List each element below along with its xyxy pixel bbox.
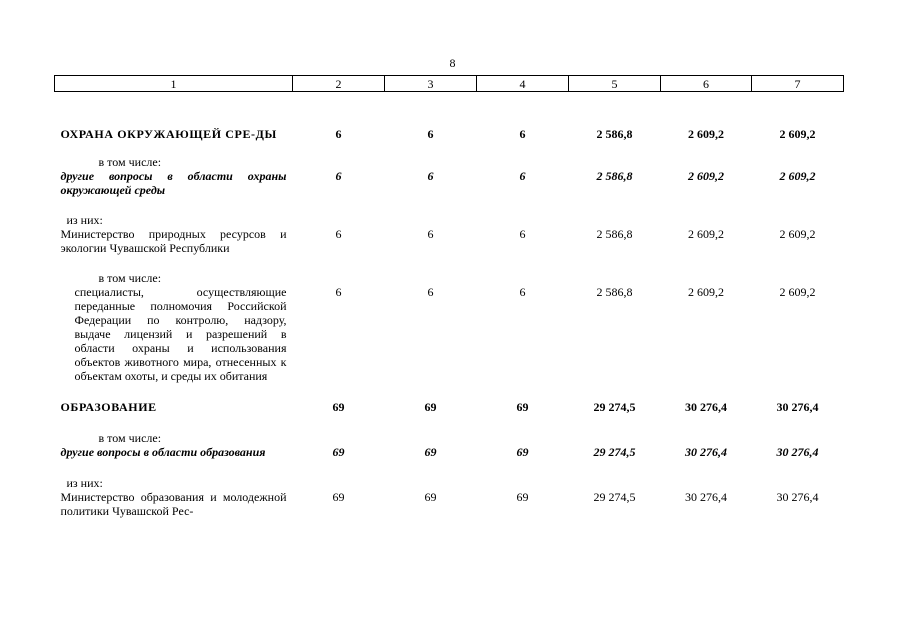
cell-col-2: 6 <box>335 169 342 183</box>
table-row <box>55 445 844 459</box>
row-prefix: в том числе: <box>98 155 162 169</box>
cell-col-4: 6 <box>519 227 526 241</box>
cell-col-7: 30 276,4 <box>776 490 819 504</box>
header-col-1: 1 <box>55 76 293 92</box>
table-row <box>55 92 844 142</box>
cell-col-7: 2 609,2 <box>779 227 816 241</box>
header-col-6: 6 <box>661 76 752 92</box>
cell-col-4: 69 <box>516 490 529 504</box>
cell-col-5: 2 586,8 <box>596 169 633 183</box>
cell-col-2: 6 <box>335 127 342 141</box>
cell-col-5: 2 586,8 <box>596 127 633 141</box>
cell-col-2: 69 <box>332 445 345 459</box>
cell-col-7: 30 276,4 <box>776 400 819 414</box>
table-row-prefix <box>55 414 844 445</box>
table-row-prefix <box>55 459 844 490</box>
header-col-5: 5 <box>569 76 661 92</box>
cell-col-6: 2 609,2 <box>688 285 724 299</box>
cell-col-6: 30 276,4 <box>685 445 727 459</box>
cell-col-6: 2 609,2 <box>688 227 724 241</box>
cell-col-7: 2 609,2 <box>779 127 816 141</box>
row-label: Министерство образования и молодежной политики Чувашской Рес- <box>60 490 287 518</box>
table-row <box>55 285 844 383</box>
cell-col-5: 29 274,5 <box>593 400 636 414</box>
cell-col-4: 69 <box>516 400 529 414</box>
cell-col-4: 69 <box>516 445 529 459</box>
header-col-2: 2 <box>293 76 385 92</box>
page-number: 8 <box>449 56 456 70</box>
cell-col-6: 2 609,2 <box>688 169 724 183</box>
cell-col-7: 2 609,2 <box>779 169 816 183</box>
cell-col-5: 29 274,5 <box>593 490 636 504</box>
table-row <box>55 490 844 518</box>
header-col-3: 3 <box>385 76 477 92</box>
table-row-prefix <box>55 141 844 169</box>
cell-col-3: 69 <box>424 490 437 504</box>
cell-col-7: 2 609,2 <box>779 285 816 299</box>
header-col-7: 7 <box>752 76 844 92</box>
row-label: другие вопросы в области образования <box>60 445 266 459</box>
row-prefix: в том числе: <box>98 431 162 445</box>
cell-col-5: 29 274,5 <box>593 445 636 459</box>
cell-col-5: 2 586,8 <box>596 227 633 241</box>
cell-col-3: 6 <box>427 227 434 241</box>
row-label: ОБРАЗОВАНИЕ <box>60 400 157 414</box>
cell-col-3: 6 <box>427 127 434 141</box>
cell-col-6: 2 609,2 <box>688 127 724 141</box>
table-row <box>55 383 844 414</box>
budget-table <box>54 75 844 518</box>
cell-col-3: 6 <box>427 169 434 183</box>
cell-col-4: 6 <box>519 169 526 183</box>
cell-col-5: 2 586,8 <box>596 285 633 299</box>
cell-col-4: 6 <box>519 127 526 141</box>
cell-col-3: 6 <box>427 285 434 299</box>
cell-col-2: 6 <box>335 227 342 241</box>
header-row <box>55 76 844 92</box>
row-prefix: из них: <box>66 476 103 490</box>
cell-col-4: 6 <box>519 285 526 299</box>
row-label: другие вопросы в области охраны окружающей среды <box>60 169 287 197</box>
cell-col-7: 30 276,4 <box>776 445 819 459</box>
header-col-4: 4 <box>477 76 569 92</box>
table-row-prefix <box>55 197 844 227</box>
row-prefix: в том числе: <box>98 271 162 285</box>
cell-col-2: 6 <box>335 285 342 299</box>
table-row-prefix <box>55 255 844 285</box>
cell-col-3: 69 <box>424 445 437 459</box>
table-row <box>55 227 844 255</box>
row-label: Министерство природных ресурсов и экологии Чувашской Республики <box>60 227 287 255</box>
row-prefix: из них: <box>66 213 103 227</box>
cell-col-6: 30 276,4 <box>685 400 727 414</box>
row-label: специалисты, осуществляющие переданные полномочия Российской Федерации по контролю, надзору, выдаче лицензий и разрешений в области охраны и использования объектов животного мира, отнесенных к объектам охоты, и среды их обитания <box>74 285 287 383</box>
cell-col-2: 69 <box>332 490 345 504</box>
cell-col-3: 69 <box>424 400 437 414</box>
table-row <box>55 169 844 197</box>
cell-col-6: 30 276,4 <box>685 490 727 504</box>
row-label: ОХРАНА ОКРУЖАЮЩЕЙ СРЕ-ДЫ <box>60 127 277 141</box>
cell-col-2: 69 <box>332 400 345 414</box>
